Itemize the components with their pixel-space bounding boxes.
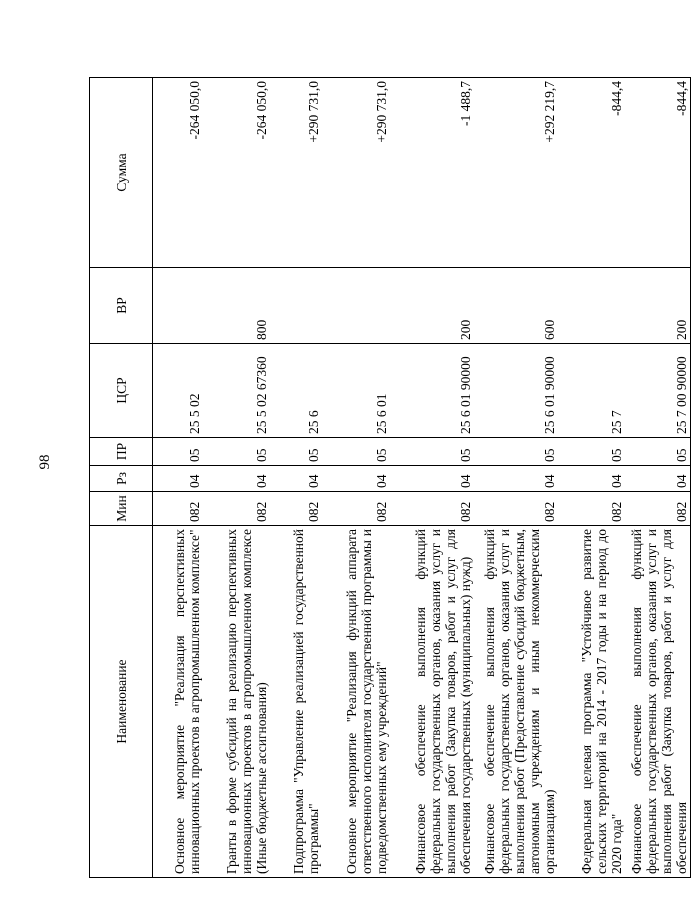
row-pr: 05 bbox=[322, 438, 390, 466]
row-name: Гранты в форме субсидий на реализацию перспективных инновационных проектов в агропромышленном комплексе (Иные бюджетные ассигнования) bbox=[203, 526, 270, 878]
row-name: Подпрограмма "Управление реализацией государственной программы" bbox=[270, 526, 322, 878]
header-pr: ПР bbox=[90, 438, 153, 466]
row-rz: 04 bbox=[153, 466, 204, 492]
row-vr: 800 bbox=[203, 268, 270, 344]
header-vr: ВР bbox=[90, 268, 153, 344]
row-rz: 04 bbox=[390, 466, 474, 492]
row-name: Федеральная целевая программа "Устойчивое развитие сельских территорий на 2014 - 2017 годы и на период до 2020 года" bbox=[558, 526, 625, 878]
row-vr bbox=[558, 268, 625, 344]
row-vr bbox=[153, 268, 204, 344]
row-rz: 04 bbox=[625, 466, 691, 492]
row-rz: 04 bbox=[270, 466, 322, 492]
row-min: 082 bbox=[153, 492, 204, 526]
table-row bbox=[270, 78, 322, 878]
table-row bbox=[474, 78, 558, 878]
row-min: 082 bbox=[270, 492, 322, 526]
row-min: 082 bbox=[322, 492, 390, 526]
row-csr: 25 6 bbox=[270, 344, 322, 438]
row-vr bbox=[270, 268, 322, 344]
row-rz: 04 bbox=[474, 466, 558, 492]
row-sum: -844,4 bbox=[625, 78, 691, 268]
row-vr: 200 bbox=[625, 268, 691, 344]
row-sum: +290 731,0 bbox=[270, 78, 322, 268]
row-rz: 04 bbox=[322, 466, 390, 492]
row-name: Финансовое обеспечение выполнения функций федеральных государственных органов, оказания услуг и выполнения работ (Предоставление субсидий бюджетным, автономным учреждениям и иным некоммерческим организациям) bbox=[474, 526, 558, 878]
row-sum: -264 050,0 bbox=[153, 78, 204, 268]
page-number: 98 bbox=[37, 454, 53, 470]
row-sum: -1 488,7 bbox=[390, 78, 474, 268]
row-sum: +292 219,7 bbox=[474, 78, 558, 268]
header-min: Мин bbox=[90, 492, 153, 526]
row-rz: 04 bbox=[203, 466, 270, 492]
row-csr: 25 6 01 bbox=[322, 344, 390, 438]
table-row bbox=[203, 78, 270, 878]
row-pr: 05 bbox=[153, 438, 204, 466]
table-row bbox=[390, 78, 474, 878]
row-name: Финансовое обеспечение выполнения функций федеральных государственных органов, оказания услуг и выполнения работ (Закупка товаров, работ и услуг для обеспечения государственных (муниципальных) нужд) bbox=[390, 526, 474, 878]
row-sum: -844,4 bbox=[558, 78, 625, 268]
row-min: 082 bbox=[625, 492, 691, 526]
row-min: 082 bbox=[390, 492, 474, 526]
table-row bbox=[153, 78, 204, 878]
header-name: Наименование bbox=[90, 526, 153, 878]
row-vr bbox=[322, 268, 390, 344]
rotated-table-container bbox=[89, 78, 689, 878]
budget-table bbox=[89, 77, 691, 878]
row-rz: 04 bbox=[558, 466, 625, 492]
row-csr: 25 7 bbox=[558, 344, 625, 438]
row-pr: 05 bbox=[203, 438, 270, 466]
row-vr: 200 bbox=[390, 268, 474, 344]
row-sum: -264 050,0 bbox=[203, 78, 270, 268]
row-name: Основное мероприятие "Реализация функций аппарата ответственного исполнителя государственной программы и подведомственных ему учреждений" bbox=[322, 526, 390, 878]
row-pr: 05 bbox=[558, 438, 625, 466]
row-csr: 25 5 02 bbox=[153, 344, 204, 438]
row-csr: 25 6 01 90000 bbox=[474, 344, 558, 438]
row-min: 082 bbox=[203, 492, 270, 526]
table-row bbox=[625, 78, 691, 878]
table-header-row bbox=[90, 78, 153, 878]
row-pr: 05 bbox=[390, 438, 474, 466]
header-sum: Сумма bbox=[90, 78, 153, 268]
row-name: Финансовое обеспечение выполнения функций федеральных государственных органов, оказания услуг и выполнения работ (Закупка товаров, работ и услуг для обеспечения bbox=[625, 526, 691, 878]
header-rz: Рз bbox=[90, 466, 153, 492]
table-row bbox=[322, 78, 390, 878]
row-min: 082 bbox=[474, 492, 558, 526]
row-csr: 25 6 01 90000 bbox=[390, 344, 474, 438]
row-csr: 25 7 00 90000 bbox=[625, 344, 691, 438]
header-csr: ЦСР bbox=[90, 344, 153, 438]
row-min: 082 bbox=[558, 492, 625, 526]
table-row bbox=[558, 78, 625, 878]
row-name: Основное мероприятие "Реализация перспективных инновационных проектов в агропромышленном комплексе" bbox=[153, 526, 204, 878]
row-pr: 05 bbox=[270, 438, 322, 466]
row-csr: 25 5 02 67360 bbox=[203, 344, 270, 438]
row-vr: 600 bbox=[474, 268, 558, 344]
row-sum: +290 731,0 bbox=[322, 78, 390, 268]
row-pr: 05 bbox=[474, 438, 558, 466]
row-pr: 05 bbox=[625, 438, 691, 466]
